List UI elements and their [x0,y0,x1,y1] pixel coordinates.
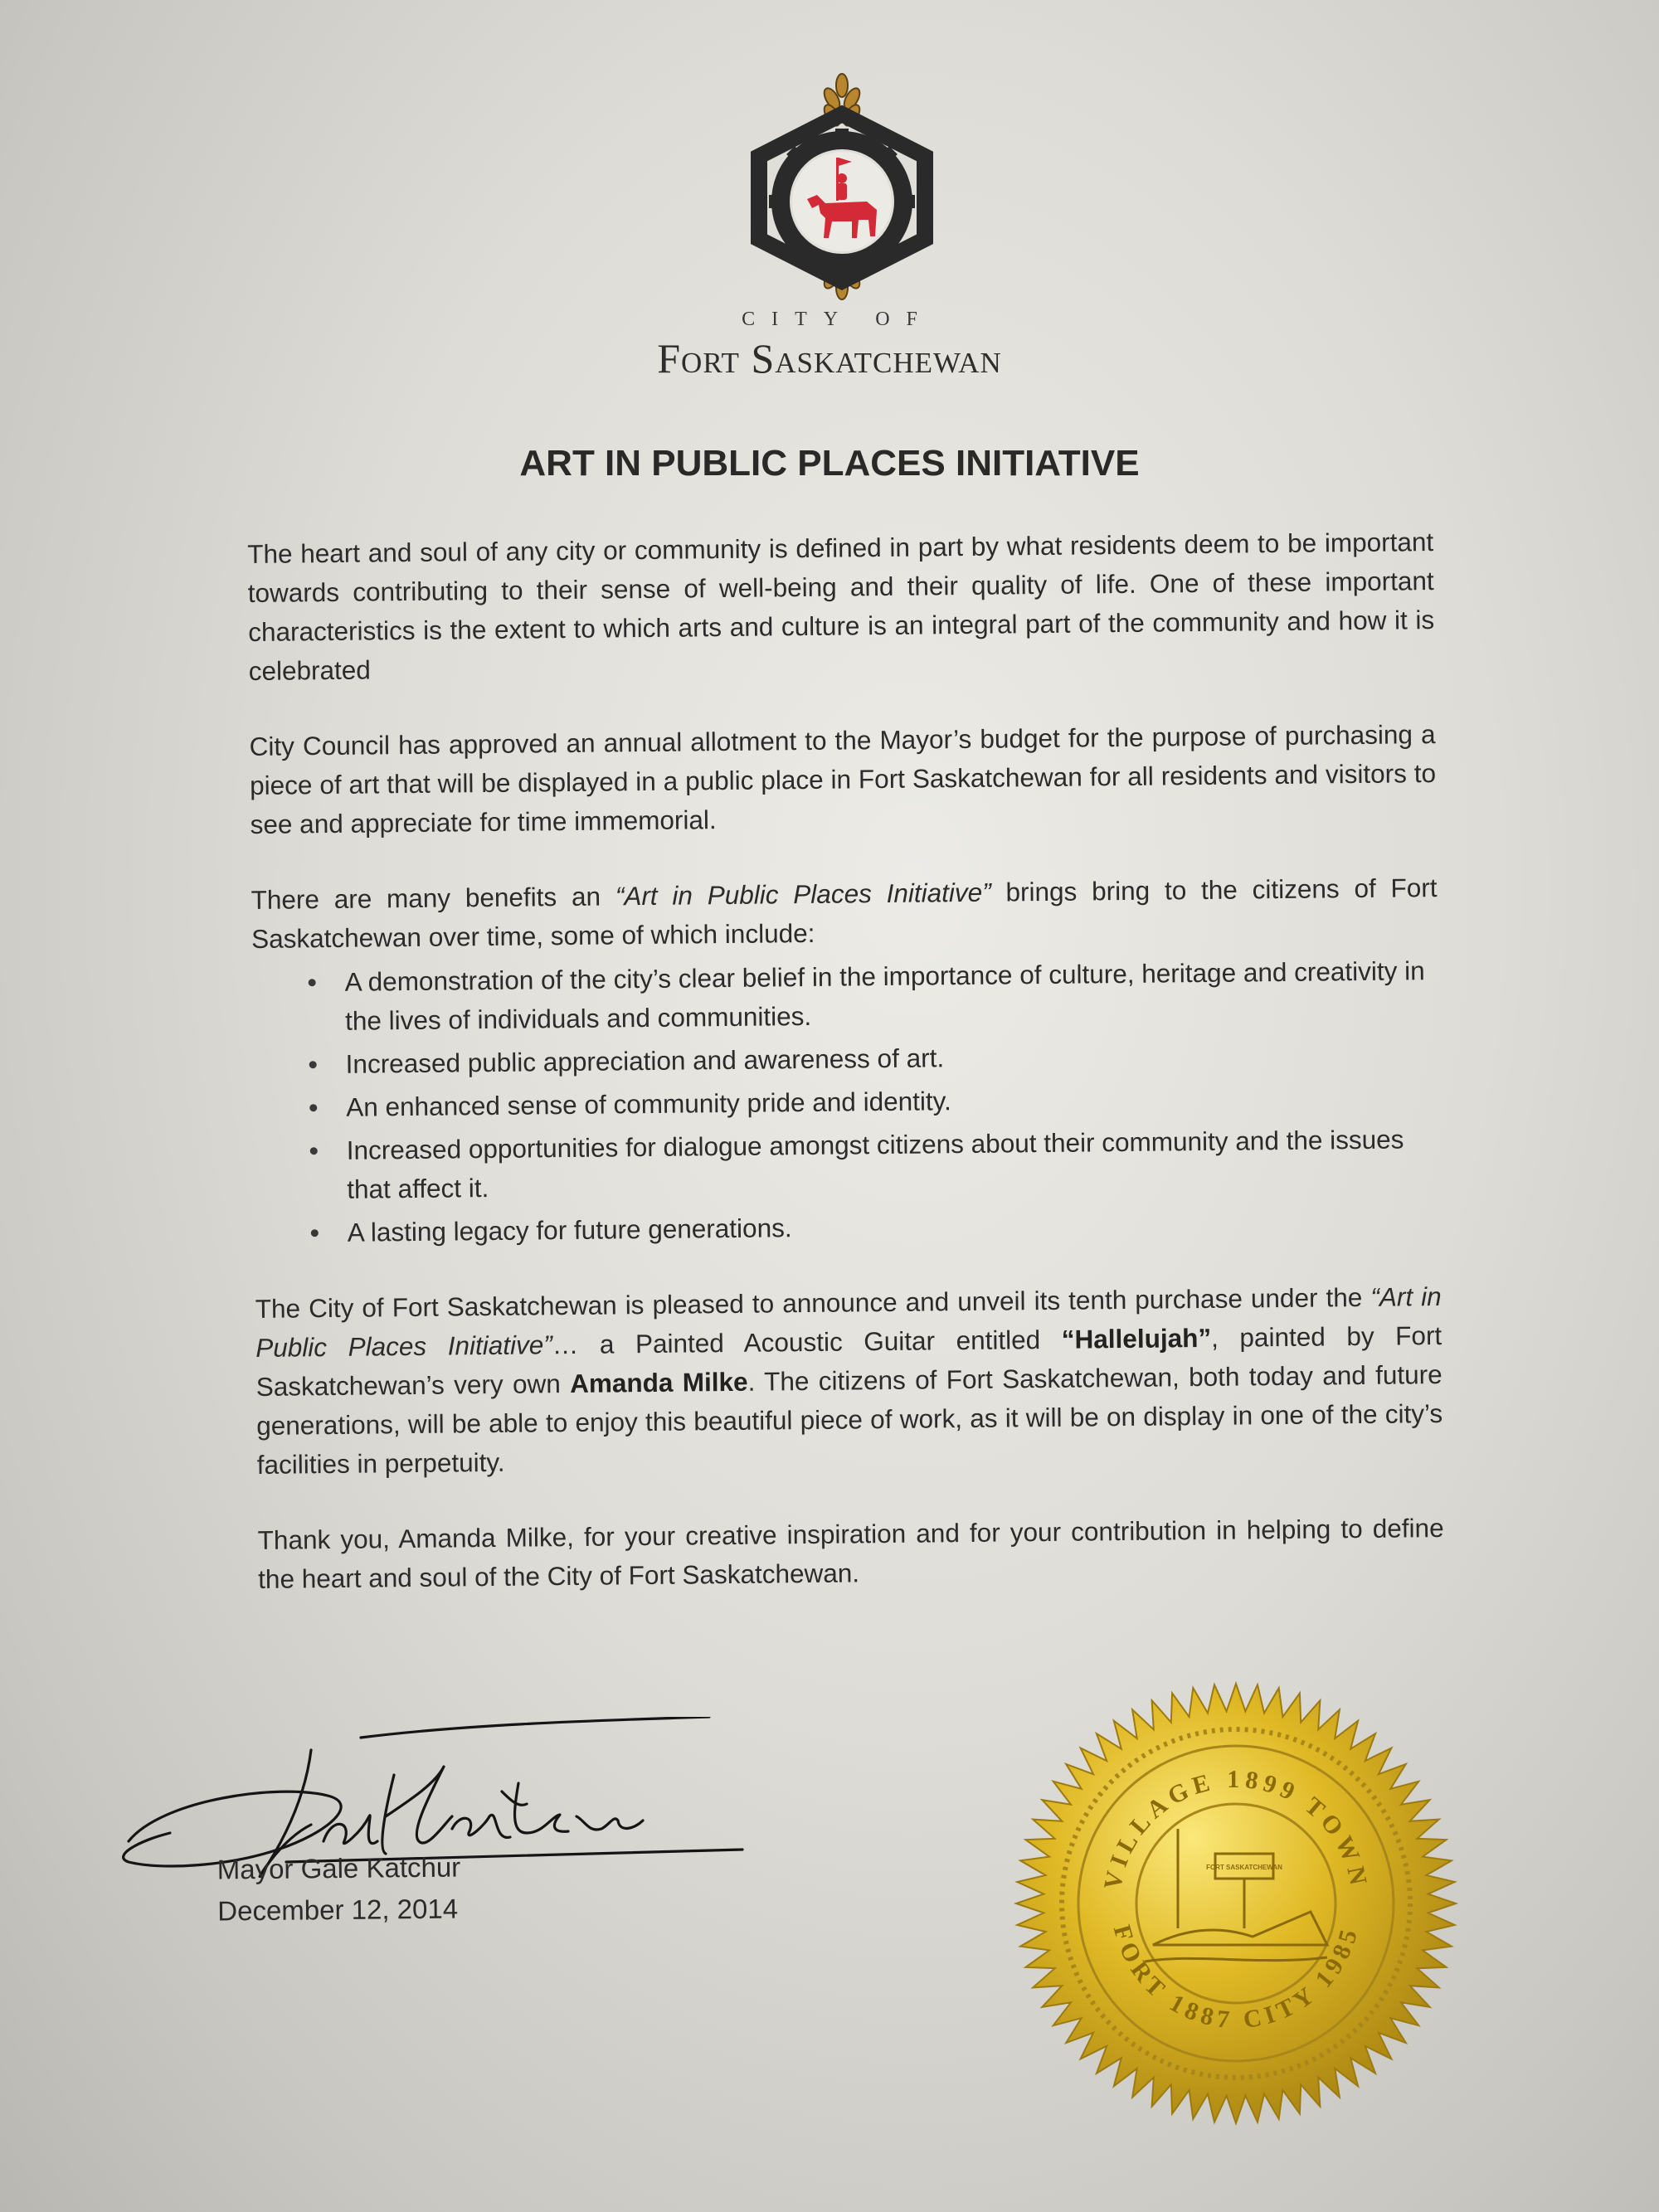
artwork-title: “Hallelujah” [1061,1322,1212,1354]
artist-name: Amanda Milke [569,1366,748,1398]
bullet-icon [309,1104,317,1111]
signer-name: Mayor Gale Katchur [216,1851,461,1885]
document-body [247,523,1445,1636]
bullet-icon [309,979,316,986]
paragraph-thanks: Thank you, Amanda Milke, for your creative inspiration and for your contribution in helping to define the heart and soul of the City of Fort Saskatchewan. [257,1512,1444,1594]
city-wordmark [0,309,1659,382]
seal-sign-text: FORT SASKATCHEWAN [1206,1864,1282,1871]
paragraph-announcement: The City of Fort Saskatchewan is pleased to announce and unveil its tenth purchase under the “Art in Public Places Initiative”… a Painted Acoustic Guitar entitled “Hallelujah”, painted by Fort Saskatchewan’s very own Amanda Milke. The citizens of Fort Saskatchewan, both today and future generations, will be able to enjoy this beautiful piece of work, as it will be on display in one of the city’s facilities in perpetuity. [255,1281,1443,1480]
city-seal-icon [1012,1680,1460,2127]
paragraph-council: City Council has approved an annual allotment to the Mayor’s budget for the purpose of purchasing a piece of art that will be displayed in a public place in Fort Saskatchewan for all residents and visitors to see and appreciate for time immemorial. [249,719,1437,839]
seal-top-text: VILLAGE 1899 TOWN [1098,1765,1374,1893]
bullet-icon [309,1061,317,1068]
bullet-icon [310,1147,318,1155]
list-item: A demonstration of the city’s clear belief in the importance of culture, heritage and creativity in the lives of individuals and communities. [251,951,1438,1042]
list-item: An enhanced sense of community pride and identity. [253,1077,1439,1128]
list-item: Increased public appreciation and awareness of art. [252,1033,1438,1085]
seal-bottom-text: FORT 1887 CITY 1985 [1107,1922,1365,2035]
paragraph-intro: The heart and soul of any city or community is defined in part by what residents deem to be important towards contributing to their sense of well-being and their quality of life. One of these important characteristics is the extent to which arts and culture is an integral part of the community and how it is celebrated [247,527,1435,686]
city-name: Fort Saskatchewan [657,335,1002,382]
city-of-label: CITY OF [742,309,934,330]
benefits-list [251,951,1441,1253]
document-title: ART IN PUBLIC PLACES INITIATIVE [519,443,1140,484]
paragraph-benefits: There are many benefits an “Art in Public Places Initiative” brings bring to the citizens of Fort Saskatchewan over time, some of which include: [251,873,1438,954]
list-item: A lasting legacy for future generations. [255,1202,1441,1253]
bullet-icon [311,1229,319,1237]
signature-date: December 12, 2014 [217,1893,459,1927]
city-logo-icon [742,70,941,303]
signer-block [216,1846,460,1932]
list-item: Increased opportunities for dialogue amongst citizens about their community and the issues that affect it. [254,1120,1441,1210]
